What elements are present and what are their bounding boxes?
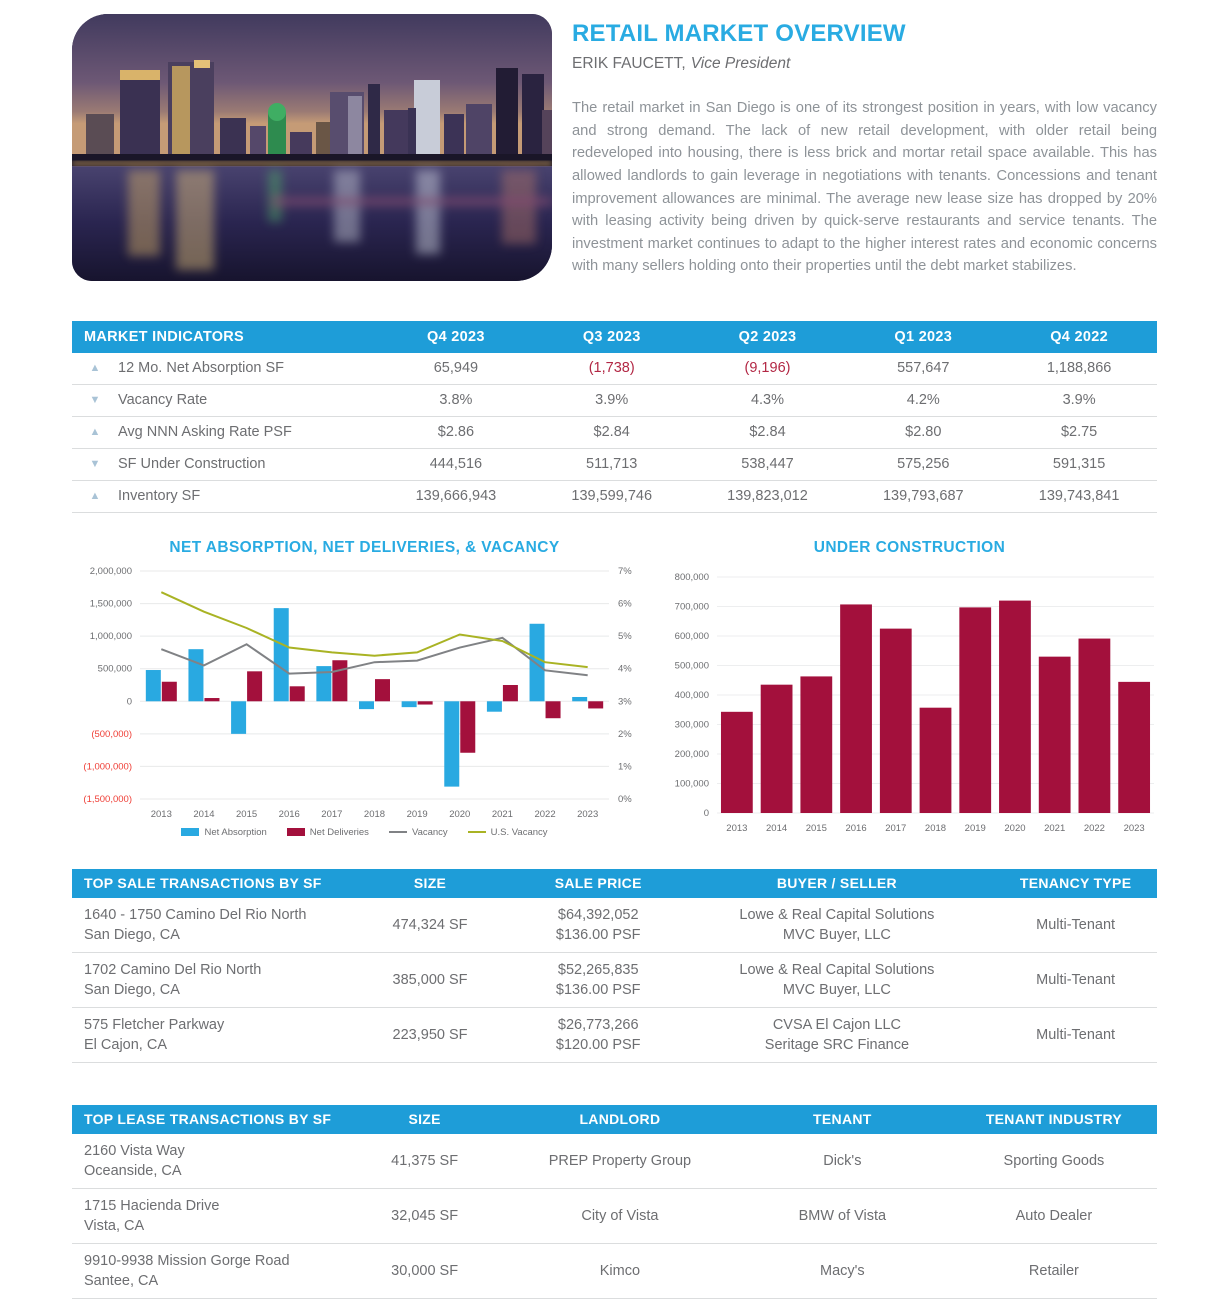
trend-up-icon: ▲	[89, 426, 101, 439]
sale-transaction-row	[72, 953, 1157, 1008]
sale-price	[517, 905, 680, 945]
property-address	[72, 905, 343, 945]
legend-item	[287, 827, 369, 838]
legend-item	[468, 827, 548, 838]
sales-table-title: TOP SALE TRANSACTIONS BY SF	[84, 875, 322, 892]
address-line2: El Cajon, CA	[84, 1036, 168, 1053]
tenancy-type: Multi-Tenant	[1036, 916, 1116, 933]
market-indicators-title: MARKET INDICATORS	[84, 328, 245, 345]
landlord-name: PREP Property Group	[548, 1152, 692, 1169]
address-line1: 1715 Hacienda Drive	[84, 1197, 220, 1214]
under-construction-chart	[657, 563, 1162, 839]
y-axis-label: 500,000	[674, 660, 709, 672]
seller-name: Seritage SRC Finance	[764, 1036, 910, 1053]
left-axis-label: (1,500,000)	[83, 793, 132, 805]
col-size: SIZE	[408, 1111, 441, 1128]
legend-item	[389, 827, 448, 838]
col-q4-2023: Q4 2023	[427, 328, 485, 345]
price-psf: $136.00 PSF	[555, 981, 641, 998]
intro-block	[572, 14, 1157, 293]
legend-label: U.S. Vacancy	[490, 826, 548, 838]
property-address	[72, 1196, 343, 1236]
price-psf: $120.00 PSF	[555, 1036, 641, 1053]
sale-price	[517, 960, 680, 1000]
y-axis-label: 400,000	[674, 689, 709, 701]
col-q2-2023: Q2 2023	[738, 328, 797, 345]
charts-section	[72, 539, 1157, 839]
price-psf: $136.00 PSF	[555, 926, 641, 943]
skyline-photo	[72, 14, 552, 281]
leases-table-rows	[72, 1134, 1157, 1299]
legend-line-swatch	[389, 831, 407, 833]
indicator-row	[72, 385, 1157, 417]
indicator-value: $2.86	[437, 424, 475, 441]
sale-transaction-row	[72, 898, 1157, 953]
y-axis-label: 600,000	[674, 630, 709, 642]
right-axis-label: 0%	[618, 793, 632, 805]
net-absorption-bar	[402, 701, 417, 707]
col-q3-2023: Q3 2023	[582, 328, 641, 345]
lease-transaction-row	[72, 1134, 1157, 1189]
col-q4-2022: Q4 2022	[1050, 328, 1108, 345]
indicator-value: 3.8%	[439, 392, 473, 409]
absorption-deliveries-vacancy-chart	[72, 563, 657, 825]
legend-bar-swatch	[287, 828, 305, 836]
y-axis-label: 700,000	[674, 601, 709, 613]
left-axis-label: 1,500,000	[89, 598, 132, 610]
trend-up-icon: ▲	[89, 362, 101, 375]
indicator-value: 444,516	[429, 456, 483, 473]
tenant-name: BMW of Vista	[798, 1207, 887, 1224]
indicator-value: 139,599,746	[571, 488, 653, 505]
market-indicators-header	[72, 321, 1157, 353]
property-address	[72, 1015, 343, 1055]
under-construction-bar	[721, 712, 753, 813]
buyer-name: CVSA El Cajon LLC	[772, 1016, 901, 1033]
y-axis-label: 800,000	[674, 571, 709, 583]
transaction-size: 30,000 SF	[391, 1262, 459, 1279]
net-absorption-bar	[572, 697, 587, 701]
x-axis-label: 2020	[1004, 822, 1026, 834]
trend-down-icon: ▼	[89, 394, 101, 407]
y-axis-label: 300,000	[674, 719, 709, 731]
sale-transaction-row	[72, 1008, 1157, 1063]
y-axis-label: 0	[703, 807, 709, 819]
indicator-value: 591,315	[1052, 456, 1106, 473]
net-deliveries-bar	[204, 698, 219, 701]
x-axis-label: 2020	[449, 808, 471, 820]
left-axis-label: 2,000,000	[89, 565, 132, 577]
legend-item	[181, 827, 266, 838]
left-axis-label: (500,000)	[91, 728, 132, 740]
indicator-value: 139,743,841	[1038, 488, 1120, 505]
indicator-value: $2.75	[1060, 424, 1098, 441]
sales-table-header	[72, 869, 1157, 898]
left-axis-label: 0	[126, 696, 132, 708]
market-indicators-rows	[72, 353, 1157, 513]
page-title: RETAIL MARKET OVERVIEW	[572, 20, 906, 47]
skyline-photo-illustration	[72, 14, 552, 281]
absorption-chart-title: NET ABSORPTION, NET DELIVERIES, & VACANCY	[169, 538, 560, 556]
col-landlord: LANDLORD	[579, 1111, 661, 1128]
landlord-name: Kimco	[599, 1262, 641, 1279]
address-line1: 2160 Vista Way	[84, 1142, 185, 1159]
x-axis-label: 2019	[964, 822, 986, 834]
indicator-value: 3.9%	[1062, 392, 1096, 409]
net-absorption-bar	[444, 701, 459, 786]
indicator-value: 557,647	[897, 360, 950, 377]
tenant-name: Macy's	[820, 1262, 865, 1279]
x-axis-label: 2021	[491, 808, 513, 820]
buyer-seller	[680, 960, 995, 1000]
indicator-value: $2.84	[749, 424, 786, 441]
x-axis-label: 2018	[924, 822, 947, 834]
left-axis-label: (1,000,000)	[83, 761, 132, 773]
indicator-value: (1,738)	[588, 360, 635, 377]
address-line1: 575 Fletcher Parkway	[84, 1016, 225, 1033]
address-line2: San Diego, CA	[84, 981, 180, 998]
under-construction-bar	[800, 676, 832, 813]
under-construction-bar	[999, 600, 1031, 812]
author-role: Vice President	[690, 55, 791, 72]
buyer-name: Lowe & Real Capital Solutions	[739, 961, 935, 978]
indicator-value: 538,447	[741, 456, 794, 473]
net-deliveries-bar	[162, 682, 177, 702]
property-address	[72, 1141, 343, 1181]
x-axis-label: 2013	[726, 822, 748, 834]
tenancy-type: Multi-Tenant	[1036, 1026, 1116, 1043]
buyer-seller	[680, 905, 995, 945]
indicator-label: Vacancy Rate	[118, 392, 208, 409]
under-construction-chart-block	[657, 539, 1162, 839]
x-axis-label: 2023	[1123, 822, 1145, 834]
net-absorption-bar	[231, 701, 246, 734]
x-axis-label: 2016	[845, 822, 867, 834]
x-axis-label: 2016	[278, 808, 300, 820]
net-absorption-bar	[359, 701, 374, 709]
address-line1: 1640 - 1750 Camino Del Rio North	[84, 906, 307, 923]
indicator-value: 3.9%	[595, 392, 629, 409]
net-deliveries-bar	[588, 701, 603, 708]
transaction-size: 223,950 SF	[392, 1026, 468, 1043]
net-deliveries-bar	[418, 701, 433, 704]
indicator-value: 575,256	[897, 456, 950, 473]
col-tenancy-type: TENANCY TYPE	[1019, 875, 1132, 892]
address-line1: 9910-9938 Mission Gorge Road	[84, 1252, 290, 1269]
tenant-industry: Retailer	[1028, 1262, 1079, 1279]
tenant-industry: Auto Dealer	[1015, 1207, 1093, 1224]
x-axis-label: 2015	[805, 822, 827, 834]
net-absorption-bar	[188, 649, 203, 701]
under-construction-bar	[1118, 682, 1150, 813]
indicator-value: 4.2%	[906, 392, 940, 409]
x-axis-label: 2015	[236, 808, 258, 820]
x-axis-label: 2013	[150, 808, 172, 820]
leases-table-title: TOP LEASE TRANSACTIONS BY SF	[84, 1111, 332, 1128]
x-axis-label: 2014	[193, 808, 215, 820]
indicator-value: 139,666,943	[415, 488, 497, 505]
legend-label: Vacancy	[411, 826, 448, 838]
indicator-label: Avg NNN Asking Rate PSF	[118, 424, 292, 441]
right-axis-label: 7%	[618, 565, 632, 577]
indicator-value: 139,823,012	[727, 488, 808, 505]
under-construction-bar	[761, 684, 793, 812]
transaction-size: 474,324 SF	[392, 916, 468, 933]
under-construction-bar	[1039, 656, 1071, 812]
sale-price	[517, 1015, 680, 1055]
indicator-value: 65,949	[433, 360, 479, 377]
right-axis-label: 5%	[618, 630, 632, 642]
under-construction-chart-title: UNDER CONSTRUCTION	[813, 538, 1006, 556]
address-line1: 1702 Camino Del Rio North	[84, 961, 262, 978]
indicator-value: 1,188,866	[1046, 360, 1112, 377]
net-deliveries-bar	[332, 660, 347, 701]
x-axis-label: 2021	[1044, 822, 1066, 834]
tenancy-type: Multi-Tenant	[1036, 971, 1116, 988]
indicator-row	[72, 449, 1157, 481]
x-axis-label: 2022	[1083, 822, 1105, 834]
leases-table-header	[72, 1105, 1157, 1134]
net-deliveries-bar	[375, 679, 390, 701]
net-absorption-bar	[274, 608, 289, 701]
header-section	[72, 14, 1157, 293]
author-line	[572, 55, 1157, 73]
address-line2: Oceanside, CA	[84, 1162, 182, 1179]
tenant-name: Dick's	[823, 1152, 862, 1169]
col-buyer-seller: BUYER / SELLER	[776, 875, 897, 892]
buyer-seller	[680, 1015, 995, 1055]
indicator-label: 12 Mo. Net Absorption SF	[118, 360, 285, 377]
under-construction-bar	[840, 604, 872, 813]
under-construction-bar	[959, 607, 991, 813]
legend-bar-swatch	[181, 828, 199, 836]
lease-transaction-row	[72, 1244, 1157, 1299]
indicator-value: 511,713	[586, 456, 638, 473]
net-absorption-bar	[487, 701, 502, 711]
right-axis-label: 6%	[618, 598, 632, 610]
price-total: $64,392,052	[557, 906, 639, 923]
indicator-value: 139,793,687	[882, 488, 964, 505]
right-axis-label: 2%	[618, 728, 632, 740]
transaction-size: 41,375 SF	[391, 1152, 459, 1169]
y-axis-label: 100,000	[674, 778, 709, 790]
indicator-value: $2.80	[905, 424, 942, 441]
chart-legend	[72, 827, 657, 838]
legend-label: Net Absorption	[204, 826, 267, 838]
net-deliveries-bar	[460, 701, 475, 752]
buyer-name: Lowe & Real Capital Solutions	[739, 906, 935, 923]
col-tenant: TENANT	[813, 1111, 872, 1128]
indicator-row	[72, 353, 1157, 385]
price-total: $52,265,835	[557, 961, 639, 978]
transaction-size: 32,045 SF	[391, 1207, 459, 1224]
seller-name: MVC Buyer, LLC	[782, 926, 891, 943]
address-line2: Vista, CA	[84, 1217, 145, 1234]
indicator-value: $2.84	[593, 424, 630, 441]
address-line2: Santee, CA	[84, 1272, 159, 1289]
seller-name: MVC Buyer, LLC	[782, 981, 891, 998]
col-tenant-industry: TENANT INDUSTRY	[985, 1111, 1123, 1128]
x-axis-label: 2023	[577, 808, 599, 820]
sales-table-rows	[72, 898, 1157, 1063]
transaction-size: 385,000 SF	[392, 971, 468, 988]
top-lease-transactions-table	[72, 1105, 1157, 1299]
right-axis-label: 1%	[618, 761, 632, 773]
under-construction-bar	[920, 707, 952, 812]
trend-up-icon: ▲	[89, 490, 101, 503]
price-total: $26,773,266	[557, 1016, 639, 1033]
net-deliveries-bar	[290, 686, 305, 701]
net-absorption-bar	[146, 670, 161, 701]
right-axis-label: 4%	[618, 663, 632, 675]
y-axis-label: 200,000	[674, 748, 709, 760]
landlord-name: City of Vista	[581, 1207, 659, 1224]
property-address	[72, 960, 343, 1000]
indicator-label: Inventory SF	[118, 488, 201, 505]
col-q1-2023: Q1 2023	[894, 328, 953, 345]
indicator-value: 4.3%	[750, 392, 785, 409]
net-deliveries-bar	[247, 671, 262, 701]
x-axis-label: 2017	[321, 808, 343, 820]
x-axis-label: 2022	[534, 808, 556, 820]
lease-transaction-row	[72, 1189, 1157, 1244]
tenant-industry: Sporting Goods	[1003, 1152, 1105, 1169]
x-axis-label: 2017	[885, 822, 907, 834]
net-absorption-bar	[530, 624, 545, 702]
x-axis-label: 2019	[406, 808, 428, 820]
col-size: SIZE	[413, 875, 447, 892]
top-sale-transactions-table	[72, 869, 1157, 1063]
indicator-row	[72, 481, 1157, 513]
col-sale-price: SALE PRICE	[554, 875, 642, 892]
absorption-chart-block	[72, 539, 657, 838]
indicator-label: SF Under Construction	[118, 456, 266, 473]
under-construction-bar	[880, 628, 912, 812]
net-deliveries-bar	[546, 701, 561, 718]
legend-label: Net Deliveries	[309, 826, 369, 838]
property-address	[72, 1251, 343, 1291]
under-construction-bar	[1079, 638, 1111, 812]
trend-down-icon: ▼	[89, 458, 101, 471]
left-axis-label: 500,000	[97, 663, 132, 675]
address-line2: San Diego, CA	[84, 926, 180, 943]
left-axis-label: 1,000,000	[89, 630, 132, 642]
market-summary-paragraph: The retail market in San Diego is one of its strongest position in years, with low vacancy and strong demand. The lack of new retail development, with older retail being redeveloped into housing, there is less brick and mortar retail space available. This has allowed landlords to gain leverage in negotiations with tenants. Concessions and tenant improvement allowances are minimal. The average new lease size has dropped by 20% with leasing activity being driven by quick-serve restaurants and service tenants. The investment market continues to adapt to the higher interest rates and economic concerns with many sellers holding onto their properties until the debt market stabilizes.	[572, 100, 1157, 275]
indicator-value: (9,196)	[744, 360, 791, 377]
x-axis-label: 2018	[363, 808, 386, 820]
indicator-row	[72, 417, 1157, 449]
net-deliveries-bar	[503, 685, 518, 701]
x-axis-label: 2014	[766, 822, 788, 834]
author-name: ERIK FAUCETT,	[572, 55, 686, 72]
legend-line-swatch	[468, 831, 486, 833]
right-axis-label: 3%	[618, 696, 632, 708]
market-indicators-table	[72, 321, 1157, 513]
